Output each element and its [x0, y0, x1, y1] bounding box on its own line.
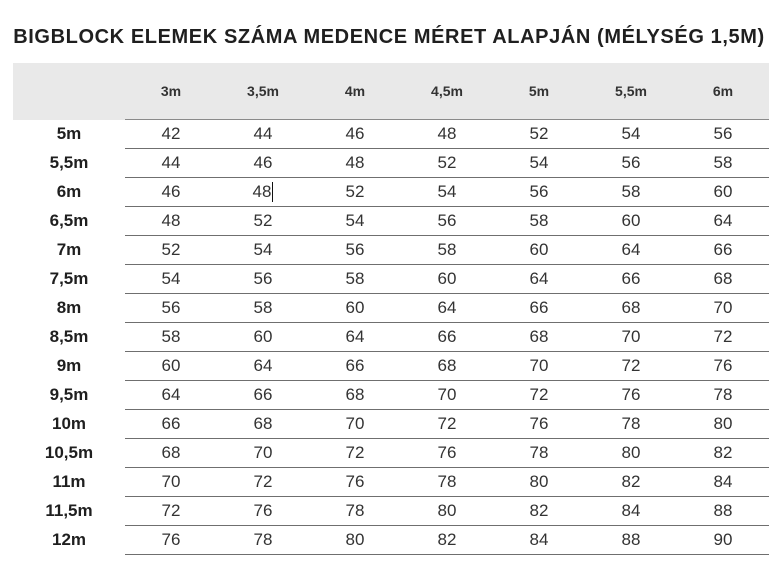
table-row — [13, 265, 769, 294]
table-cell: 60 — [309, 294, 401, 323]
table-cell: 60 — [585, 207, 677, 236]
table-cell: 68 — [677, 265, 769, 294]
table-cell: 60 — [677, 178, 769, 207]
row-label: 7,5m — [13, 265, 125, 294]
table-cell: 82 — [585, 468, 677, 497]
table-cell: 84 — [493, 526, 585, 555]
table-cell: 44 — [125, 149, 217, 178]
table-cell: 90 — [677, 526, 769, 555]
table-cell: 48 — [401, 120, 493, 149]
row-label: 8m — [13, 294, 125, 323]
table-cell: 64 — [585, 236, 677, 265]
table-cell: 80 — [493, 468, 585, 497]
table-row — [13, 497, 769, 526]
table-cell: 52 — [401, 149, 493, 178]
row-label: 10,5m — [13, 439, 125, 468]
table-cell: 56 — [309, 236, 401, 265]
table-cell: 52 — [217, 207, 309, 236]
text-cursor — [272, 182, 273, 202]
table-cell: 56 — [217, 265, 309, 294]
table-cell: 66 — [125, 410, 217, 439]
table-cell: 68 — [125, 439, 217, 468]
column-header: 4m — [309, 63, 401, 120]
table-cell: 60 — [401, 265, 493, 294]
table-cell: 58 — [401, 236, 493, 265]
table-cell: 60 — [125, 352, 217, 381]
table-cell: 64 — [493, 265, 585, 294]
table-cell: 84 — [677, 468, 769, 497]
column-header: 4,5m — [401, 63, 493, 120]
header-row — [13, 63, 769, 120]
table-cell: 78 — [217, 526, 309, 555]
table-row — [13, 207, 769, 236]
table-cell: 72 — [677, 323, 769, 352]
table-cell: 70 — [401, 381, 493, 410]
row-label: 12m — [13, 526, 125, 555]
table-cell: 72 — [125, 497, 217, 526]
table-cell: 70 — [217, 439, 309, 468]
row-label: 6m — [13, 178, 125, 207]
table-cell: 56 — [125, 294, 217, 323]
table-cell: 54 — [309, 207, 401, 236]
table-cell: 54 — [217, 236, 309, 265]
table-cell: 78 — [401, 468, 493, 497]
table-cell: 46 — [309, 120, 401, 149]
table-cell: 82 — [401, 526, 493, 555]
row-label: 11,5m — [13, 497, 125, 526]
table-cell: 76 — [217, 497, 309, 526]
column-header: 5,5m — [585, 63, 677, 120]
table-cell: 76 — [677, 352, 769, 381]
table-cell: 66 — [401, 323, 493, 352]
table-cell: 64 — [217, 352, 309, 381]
table-cell: 88 — [677, 497, 769, 526]
table-cell: 80 — [401, 497, 493, 526]
table-cell: 58 — [677, 149, 769, 178]
table-cell: 58 — [125, 323, 217, 352]
row-label: 7m — [13, 236, 125, 265]
table-cell: 68 — [585, 294, 677, 323]
table-cell: 66 — [217, 381, 309, 410]
table-cell: 56 — [585, 149, 677, 178]
table-row — [13, 410, 769, 439]
table-cell: 46 — [217, 149, 309, 178]
table-cell: 52 — [493, 120, 585, 149]
table-cell: 60 — [493, 236, 585, 265]
table-cell: 64 — [677, 207, 769, 236]
table-cell: 66 — [677, 236, 769, 265]
table-cell: 68 — [309, 381, 401, 410]
table-cell: 70 — [493, 352, 585, 381]
table-row — [13, 149, 769, 178]
table-cell: 56 — [493, 178, 585, 207]
row-label: 9,5m — [13, 381, 125, 410]
table-cell: 46 — [125, 178, 217, 207]
table-cell: 54 — [493, 149, 585, 178]
table-cell: 54 — [401, 178, 493, 207]
table-cell: 80 — [309, 526, 401, 555]
table-cell: 76 — [125, 526, 217, 555]
table-cell: 48 — [125, 207, 217, 236]
table-cell: 64 — [125, 381, 217, 410]
table-row — [13, 352, 769, 381]
table-cell: 68 — [493, 323, 585, 352]
row-label: 11m — [13, 468, 125, 497]
table-cell: 76 — [585, 381, 677, 410]
table-cell: 64 — [401, 294, 493, 323]
table-cell: 66 — [493, 294, 585, 323]
table-cell: 42 — [125, 120, 217, 149]
row-label: 6,5m — [13, 207, 125, 236]
table-cell: 54 — [585, 120, 677, 149]
column-header: 3m — [125, 63, 217, 120]
table-cell: 76 — [401, 439, 493, 468]
table-cell: 52 — [125, 236, 217, 265]
row-label: 10m — [13, 410, 125, 439]
table-cell-text: 48 — [252, 181, 272, 201]
table-cell: 82 — [677, 439, 769, 468]
table-cell: 70 — [677, 294, 769, 323]
table-cell: 70 — [585, 323, 677, 352]
table-cell: 78 — [677, 381, 769, 410]
row-label: 5m — [13, 120, 125, 149]
table-row — [13, 120, 769, 149]
table-cell: 66 — [585, 265, 677, 294]
page-title: BIGBLOCK ELEMEK SZÁMA MEDENCE MÉRET ALAPJÁN (MÉLYSÉG 1,5M) — [13, 26, 765, 48]
table-cell: 70 — [309, 410, 401, 439]
pool-size-table — [13, 63, 769, 555]
table-cell: 68 — [217, 410, 309, 439]
table-cell: 44 — [217, 120, 309, 149]
table-cell: 72 — [217, 468, 309, 497]
row-label: 8,5m — [13, 323, 125, 352]
column-header: 6m — [677, 63, 769, 120]
table-cell: 54 — [125, 265, 217, 294]
table-cell: 70 — [125, 468, 217, 497]
table-cell: 56 — [401, 207, 493, 236]
table-cell: 78 — [309, 497, 401, 526]
column-header: 3,5m — [217, 63, 309, 120]
table-cell: 80 — [677, 410, 769, 439]
table-cell: 78 — [585, 410, 677, 439]
table-cell: 76 — [493, 410, 585, 439]
table-cell: 84 — [585, 497, 677, 526]
table-cell: 52 — [309, 178, 401, 207]
table-row — [13, 468, 769, 497]
corner-cell — [13, 63, 125, 120]
table-cell: 80 — [585, 439, 677, 468]
table-cell: 58 — [493, 207, 585, 236]
table-cell: 66 — [309, 352, 401, 381]
table-cell: 64 — [309, 323, 401, 352]
table-row — [13, 236, 769, 265]
table-cell: 72 — [493, 381, 585, 410]
table-cell: 60 — [217, 323, 309, 352]
table-cell: 58 — [217, 294, 309, 323]
table-cell: 72 — [585, 352, 677, 381]
table-row — [13, 178, 769, 207]
row-label: 5,5m — [13, 149, 125, 178]
table-cell: 72 — [309, 439, 401, 468]
row-label: 9m — [13, 352, 125, 381]
table-cell: 68 — [401, 352, 493, 381]
table-row — [13, 439, 769, 468]
table-row — [13, 526, 769, 555]
table-cell: 78 — [493, 439, 585, 468]
table-cell: 48 — [309, 149, 401, 178]
table-cell: 58 — [309, 265, 401, 294]
column-header: 5m — [493, 63, 585, 120]
table-cell: 82 — [493, 497, 585, 526]
table-cell-editing[interactable] — [217, 178, 309, 207]
table-row — [13, 323, 769, 352]
table-row — [13, 294, 769, 323]
table-cell: 76 — [309, 468, 401, 497]
table-cell: 88 — [585, 526, 677, 555]
table-row — [13, 381, 769, 410]
table-cell: 58 — [585, 178, 677, 207]
table-cell: 56 — [677, 120, 769, 149]
table-cell: 72 — [401, 410, 493, 439]
